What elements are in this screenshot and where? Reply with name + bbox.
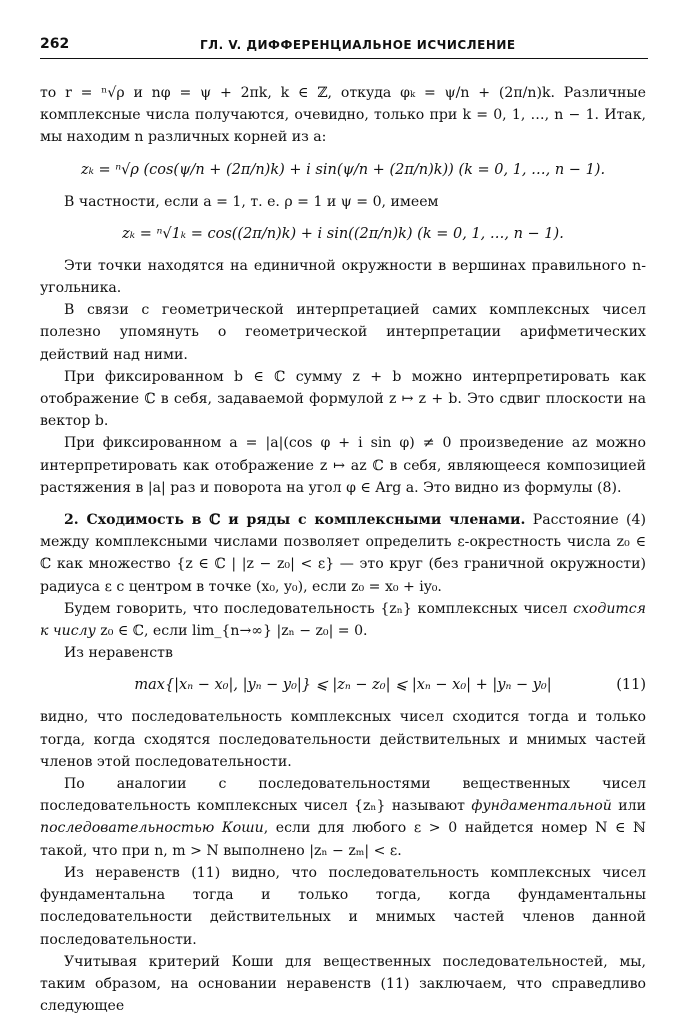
convergence-text-a: Будем говорить, что последовательность {zₙ} комплексных чисел <box>64 600 568 617</box>
section-2-text: Расстояние (4) между комплексными числами позволяет определить ε-окрестность числа z₀ ∈ ℂ как множество {z ∈ ℂ | |z − z₀| < ε} — это круг (без граничной окружности) радиуса ε с центром в точке (x₀, y₀), если z₀ = x₀ + iy₀. <box>40 512 647 595</box>
paragraph-addition: При фиксированном b ∈ ℂ сумму z + b можно интерпретировать как отображение ℂ в себя, задаваемой формулой z ↦ z + b. Это сдвиг плоскости на вектор b. <box>40 368 646 430</box>
term-fundamental: фундаментальной <box>471 798 612 815</box>
paragraph-conclusion: Учитывая критерий Коши для вещественных последовательностей, мы, таким образом, на основании неравенств (11) заключаем, что справедливо следующее <box>40 953 646 1015</box>
paragraph-section-2 <box>40 509 646 598</box>
paragraph-inequalities-intro: Из неравенств <box>64 645 173 662</box>
page-body <box>40 82 646 1017</box>
paragraph-geometric-interpretation: В связи с геометрической интерпретацией самих комплексных чисел полезно упомянуть о геометрической интерпретации арифметических действий над ними. <box>40 302 646 363</box>
paragraph-cauchy <box>40 773 646 862</box>
running-title: ГЛ. V. ДИФФЕРЕНЦИАЛЬНОЕ ИСЧИСЛЕНИЕ <box>200 38 516 52</box>
term-cauchy-sequence: последовательностью Коши <box>40 820 264 837</box>
paragraph-multiplication: При фиксированном a = |a|(cos φ + i sin φ) ≠ 0 произведение az можно интерпретировать как отображение z ↦ az ℂ в себя, являющееся композицией растяжения в |a| раз и поворота на угол φ ∈ Arg a. Это видно из формулы (8). <box>40 435 646 496</box>
convergence-term: сходится к числу <box>40 600 647 640</box>
cauchy-text-a: По аналогии с последовательностями вещественных чисел последовательность комплексных чисел {zₙ} называют <box>40 776 646 815</box>
section-title: 2. Сходимость в ℂ и ряды с комплексными членами. <box>64 512 526 529</box>
equation-11-body: max{|xₙ − x₀|, |yₙ − y₀|} ⩽ |zₙ − z₀| ⩽ |xₙ − x₀| + |yₙ − y₀| <box>134 677 552 694</box>
paragraph-convergence-criterion: видно, что последовательность комплексных чисел сходится тогда и только тогда, когда сходятся последовательности действительных и мнимых частей членов этой последовательности. <box>40 709 646 770</box>
equation-roots: zₖ = ⁿ√ρ (cos(ψ/n + (2π/n)k) + i sin(ψ/n + (2π/n)k)) (k = 0, 1, …, n − 1). <box>80 161 606 178</box>
equation-11 <box>40 670 646 700</box>
paragraph-convergence <box>40 598 646 642</box>
equation-11-number: (11) <box>616 677 646 694</box>
convergence-text-b: z₀ ∈ ℂ, если lim_{n→∞} |zₙ − z₀| = 0. <box>100 623 368 640</box>
paragraph-special-case: В частности, если a = 1, т. е. ρ = 1 и ψ = 0, имеем <box>64 193 439 210</box>
cauchy-text-c: , если для любого ε > 0 найдется номер N ∈ ℕ такой, что при n, m > N выполнено |zₙ − zₘ| < ε. <box>40 820 646 859</box>
paragraph-polygon: Эти точки находятся на единичной окружности в вершинах правильного n-угольника. <box>40 257 646 297</box>
cauchy-text-b: или <box>618 798 646 815</box>
paragraph-fundamental: Из неравенств (11) видно, что последовательность комплексных чисел фундаментальна тогда и только тогда, когда фундаментальны последовательности действительных и мнимых частей членов данной последовательности. <box>40 864 646 948</box>
equation-unit-roots: zₖ = ⁿ√1ₖ = cos((2π/n)k) + i sin((2π/n)k) (k = 0, 1, …, n − 1). <box>122 225 564 242</box>
paragraph-roots: то r = ⁿ√ρ и nφ = ψ + 2πk, k ∈ ℤ, откуда φₖ = ψ/n + (2π/n)k. Различные комплексные числа получаются, очевидно, только при k = 0, 1, …, n − 1. Итак, мы находим n различных корней из a: <box>40 85 646 146</box>
page-number: 262 <box>40 36 70 52</box>
page-header <box>40 36 648 59</box>
